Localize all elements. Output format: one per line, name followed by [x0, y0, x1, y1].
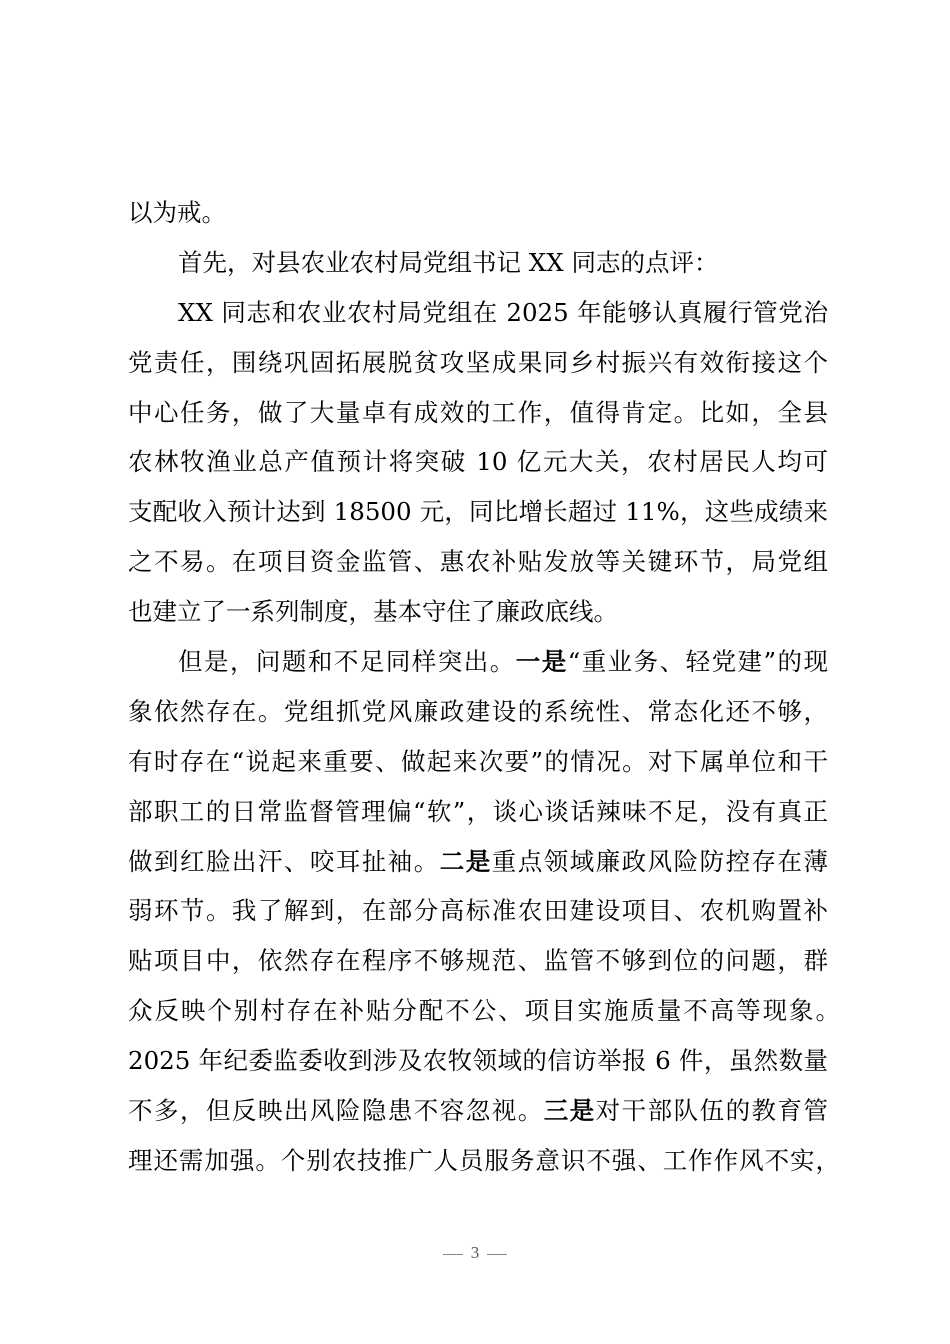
document-body — [128, 193, 840, 1191]
text-line: 理还需加强。个别农技推广人员服务意识不强、工作作风不实， — [128, 1145, 840, 1175]
text-line: 弱环节。我了解到，在部分高标准农田建设项目、农机购置补 — [128, 896, 828, 926]
text-line: 贴项目中，依然存在程序不够规范、监管不够到位的问题，群 — [128, 946, 828, 976]
text-line: 党责任，围绕巩固拓展脱贫攻坚成果同乡村振兴有效衔接这个 — [128, 347, 828, 377]
page-number: 3 — [470, 1243, 480, 1262]
text-line: 有时存在“说起来重要、做起来次要”的情况。对下属单位和干 — [128, 746, 828, 776]
text-line: XX 同志和农业农村局党组在 2025 年能够认真履行管党治 — [178, 297, 828, 327]
text-line: 象依然存在。党组抓党风廉政建设的系统性、常态化还不够， — [128, 696, 828, 726]
emphasis-label-third: 三是 — [543, 1096, 596, 1126]
text-line: 中心任务，做了大量卓有成效的工作，值得肯定。比如，全县 — [128, 397, 828, 427]
text-line: 首先，对县农业农村局党组书记 XX 同志的点评： — [178, 247, 719, 277]
text-line — [128, 842, 828, 892]
text-run: 重点领域廉政风险防控存在薄 — [491, 846, 829, 876]
text-line — [128, 642, 828, 692]
text-line: 部职工的日常监督管理偏“软”，谈心谈话辣味不足，没有真正 — [128, 796, 828, 826]
text-line: 以为戒。 — [128, 198, 226, 227]
emphasis-label-first: 一是 — [515, 647, 568, 677]
text-run: “重业务、轻党建”的现 — [567, 647, 829, 677]
footer-dash-left — [443, 1254, 463, 1255]
text-line: 之不易。在项目资金监管、惠农补贴发放等关键环节，局党组 — [128, 547, 828, 577]
page-footer — [0, 1243, 950, 1263]
text-run: 对干部队伍的教育管 — [595, 1096, 829, 1126]
text-line: 众反映个别村存在补贴分配不公、项目实施质量不高等现象。 — [128, 996, 840, 1026]
text-run: 做到红脸出汗、咬耳扯袖。 — [128, 846, 440, 876]
text-run: 不多，但反映出风险隐患不容忽视。 — [128, 1096, 544, 1126]
text-run: 但是，问题和不足同样突出。 — [178, 647, 516, 677]
text-line: 2025 年纪委监委收到涉及农牧领域的信访举报 6 件，虽然数量 — [128, 1046, 828, 1076]
text-line: 也建立了一系列制度，基本守住了廉政底线。 — [128, 597, 618, 627]
emphasis-label-second: 二是 — [439, 846, 492, 876]
text-line: 农林牧渔业总产值预计将突破 10 亿元大关，农村居民人均可 — [128, 447, 828, 477]
footer-dash-right — [487, 1254, 507, 1255]
text-line: 支配收入预计达到 18500 元，同比增长超过 11%，这些成绩来 — [128, 497, 828, 527]
text-line — [128, 1091, 828, 1141]
